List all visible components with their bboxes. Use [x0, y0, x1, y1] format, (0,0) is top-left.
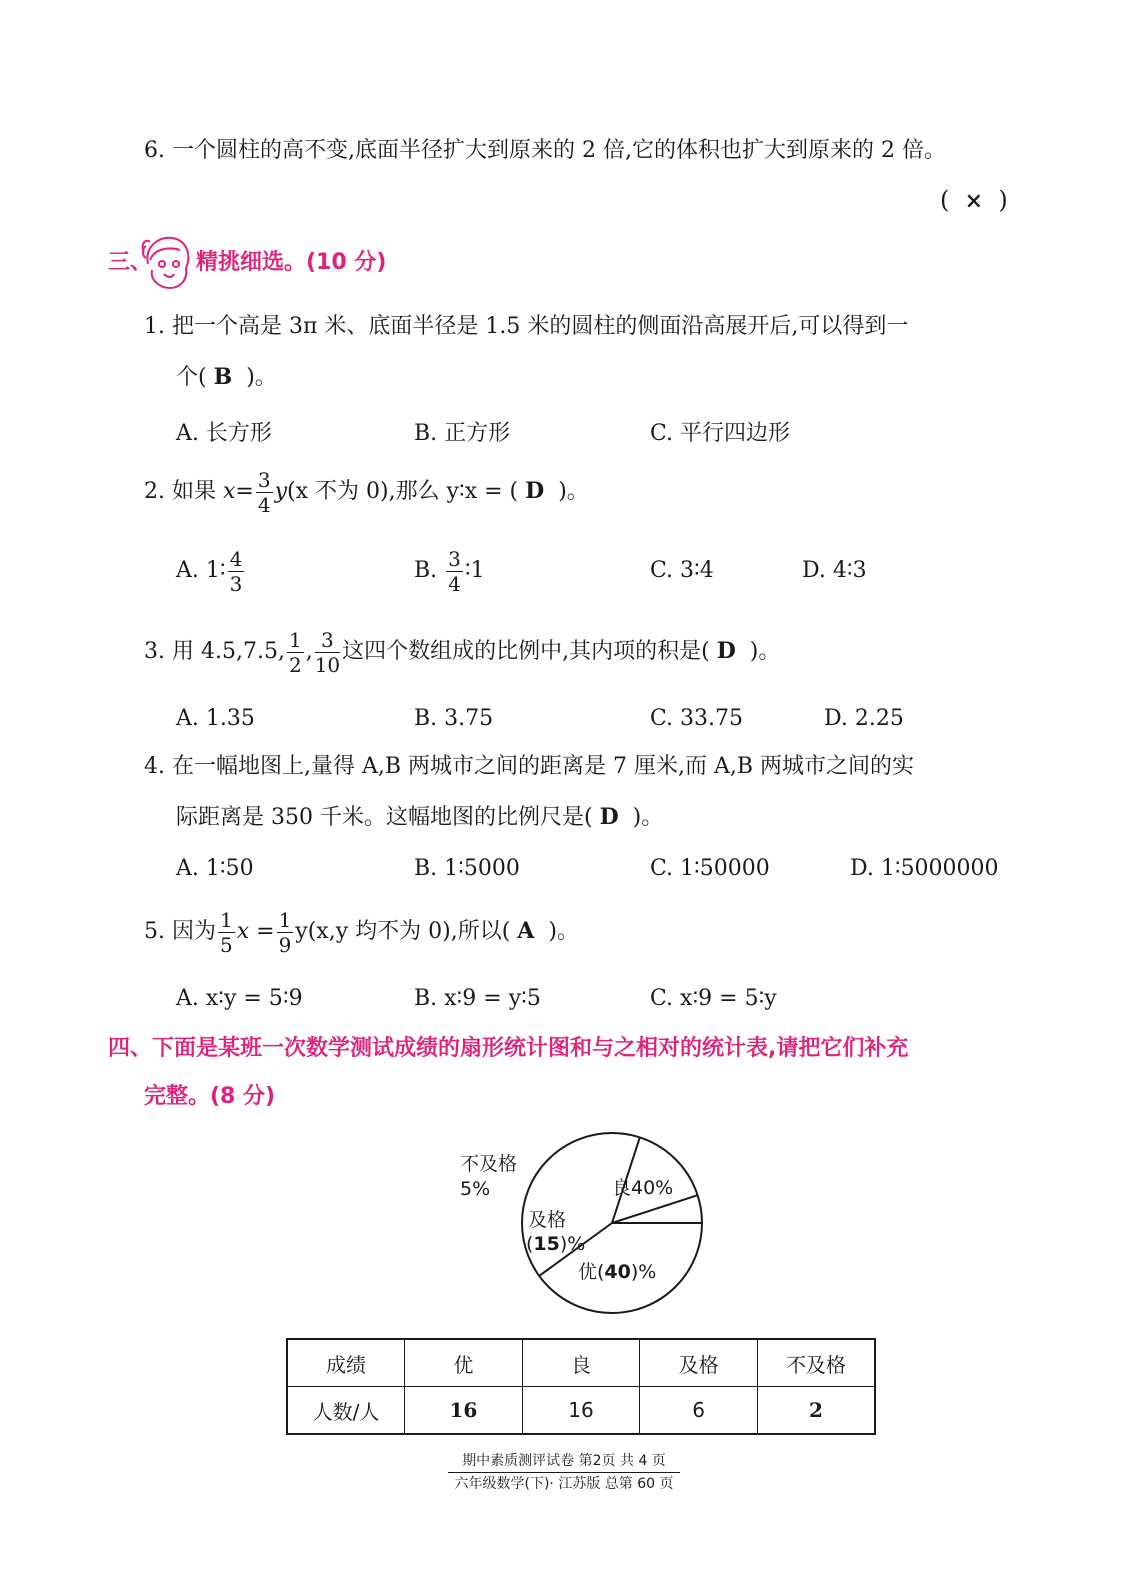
mc-2-stem-post: )。 [558, 479, 589, 504]
score-table [286, 1338, 876, 1435]
answer-paren-close: ) [998, 186, 1008, 214]
question-6: 6. 一个圆柱的高不变,底面半径扩大到原来的 2 倍,它的体积也扩大到原来的 2 倍。 [144, 138, 946, 163]
mc-2-stem-pre: 2. 如果 [144, 479, 223, 504]
girl-mascot-icon [140, 234, 194, 290]
mc-4-option-a: A. 1∶50 [176, 856, 254, 881]
mc-1-stem-cont [176, 366, 277, 389]
mc-4-option-b: B. 1∶5000 [414, 856, 520, 881]
mc-4-stem-cont: 际距离是 350 千米。这幅地图的比例尺是( D )。 [176, 804, 664, 830]
fraction-3-4: $\frac{3}{4}$ [257, 467, 271, 517]
mc-1-paren-close: )。 [246, 365, 277, 390]
row-label: 人数/人 [287, 1387, 405, 1435]
mc-1-option-a: A. 长方形 [176, 421, 272, 446]
mc-3-option-a: A. 1.35 [176, 706, 255, 731]
mc-1-stem: 1. 把一个高是 3π 米、底面半径是 1.5 米的圆柱的侧面沿高展开后,可以得到一 [144, 314, 909, 339]
slice-boundary-fail [612, 1195, 698, 1223]
label-fail: 不及格 [460, 1153, 518, 1175]
mc-3-option-d: D. 2.25 [824, 706, 904, 731]
mc-2-stem [144, 466, 589, 517]
fraction-1-5: $\frac{1}{5}$ [219, 907, 233, 957]
mc-2-option-d: D. 4∶3 [802, 558, 867, 583]
answer-paren-open: ( [940, 186, 950, 214]
header-excellent: 优 [405, 1339, 523, 1387]
question-6-answer [940, 188, 1008, 212]
footer-line-2: 六年级数学(下)· 江苏版 总第 60 页 [454, 1476, 674, 1492]
fraction-3-4-b: $\frac{3}{4}$ [448, 546, 461, 596]
label-good: 良40% [612, 1177, 674, 1199]
mc-2-answer: D [525, 478, 545, 504]
mc-3-stem: 3. 用 4.5,7.5, $\frac{1}{2}$ , $\frac{3}{10}$ 这四个数组成的比例中,其内项的积是( D )。 [144, 627, 781, 677]
mc-3-option-b: B. 3.75 [414, 706, 494, 731]
value-pass: 6 [640, 1387, 758, 1435]
mc-1-paren-open: 个( [176, 365, 207, 390]
header-fail: 不及格 [757, 1339, 875, 1387]
section-4-title-cont: 完整。(8 分) [144, 1084, 276, 1109]
mc-2-option-c: C. 3∶4 [650, 558, 714, 583]
mc-3-answer: D [716, 638, 736, 664]
label-excellent: 优(40)% [578, 1261, 657, 1283]
footer-line-1: 期中素质测评试卷 第2页 共 4 页 [0, 1450, 1128, 1473]
var-x: x [222, 479, 236, 504]
mc-1-answer: B [213, 364, 233, 390]
section-3-number: 三、 [108, 250, 153, 275]
value-good: 16 [522, 1387, 640, 1435]
mc-5-stem: 5. 因为 $\frac{1}{5}$ x = $\frac{1}{9}$ y(x,y 均不为 0),所以( A )。 [144, 907, 579, 957]
mc-1-option-b: B. 正方形 [414, 421, 511, 446]
mc-4-answer: D [599, 804, 619, 830]
mc-5-option-b: B. x∶9 = y∶5 [414, 986, 541, 1011]
header-score: 成绩 [287, 1339, 405, 1387]
var-y: y [274, 479, 288, 504]
header-good: 良 [522, 1339, 640, 1387]
mc-2-stem-mid: (x 不为 0),那么 y∶x = ( [287, 479, 519, 504]
section-3-title: 精挑细选。(10 分) [196, 250, 387, 275]
fraction-1-9: $\frac{1}{9}$ [278, 907, 292, 957]
mc-4-option-c: C. 1∶50000 [650, 856, 770, 881]
mc-4-stem: 4. 在一幅地图上,量得 A,B 两城市之间的距离是 7 厘米,而 A,B 两城市之间的实 [144, 754, 915, 779]
mc-2-option-a: A. 1∶ $\frac{4}{3}$ [176, 546, 243, 596]
fraction-4-3: $\frac{4}{3}$ [229, 546, 243, 596]
mc-4-option-d: D. 1∶5000000 [850, 856, 999, 881]
table-row [287, 1387, 875, 1435]
header-pass: 及格 [640, 1339, 758, 1387]
answer-mark: × [964, 188, 984, 214]
mc-1-option-c: C. 平行四边形 [650, 421, 791, 446]
label-pass: 及格 [528, 1209, 567, 1231]
mc-2-option-b: B. $\frac{3}{4}$ ∶1 [414, 546, 485, 596]
mc-5-option-c: C. x∶9 = 5∶y [650, 986, 777, 1011]
label-pass-pct: (15)% [526, 1233, 586, 1255]
equals: = [235, 479, 254, 504]
pie-chart [440, 1128, 740, 1328]
label-fail-pct: 5% [460, 1178, 491, 1200]
mc-5-option-a: A. x∶y = 5∶9 [176, 986, 303, 1011]
section-4-title: 四、下面是某班一次数学测试成绩的扇形统计图和与之相对的统计表,请把它们补充 [108, 1036, 909, 1061]
fraction-1-2: $\frac{1}{2}$ [288, 627, 302, 677]
mc-5-answer: A [517, 918, 535, 944]
fraction-3-10: $\frac{3}{10}$ [314, 627, 341, 677]
value-fail: 2 [757, 1387, 875, 1435]
mc-3-option-c: C. 33.75 [650, 706, 744, 731]
table-header-row [287, 1339, 875, 1387]
value-excellent: 16 [405, 1387, 523, 1435]
